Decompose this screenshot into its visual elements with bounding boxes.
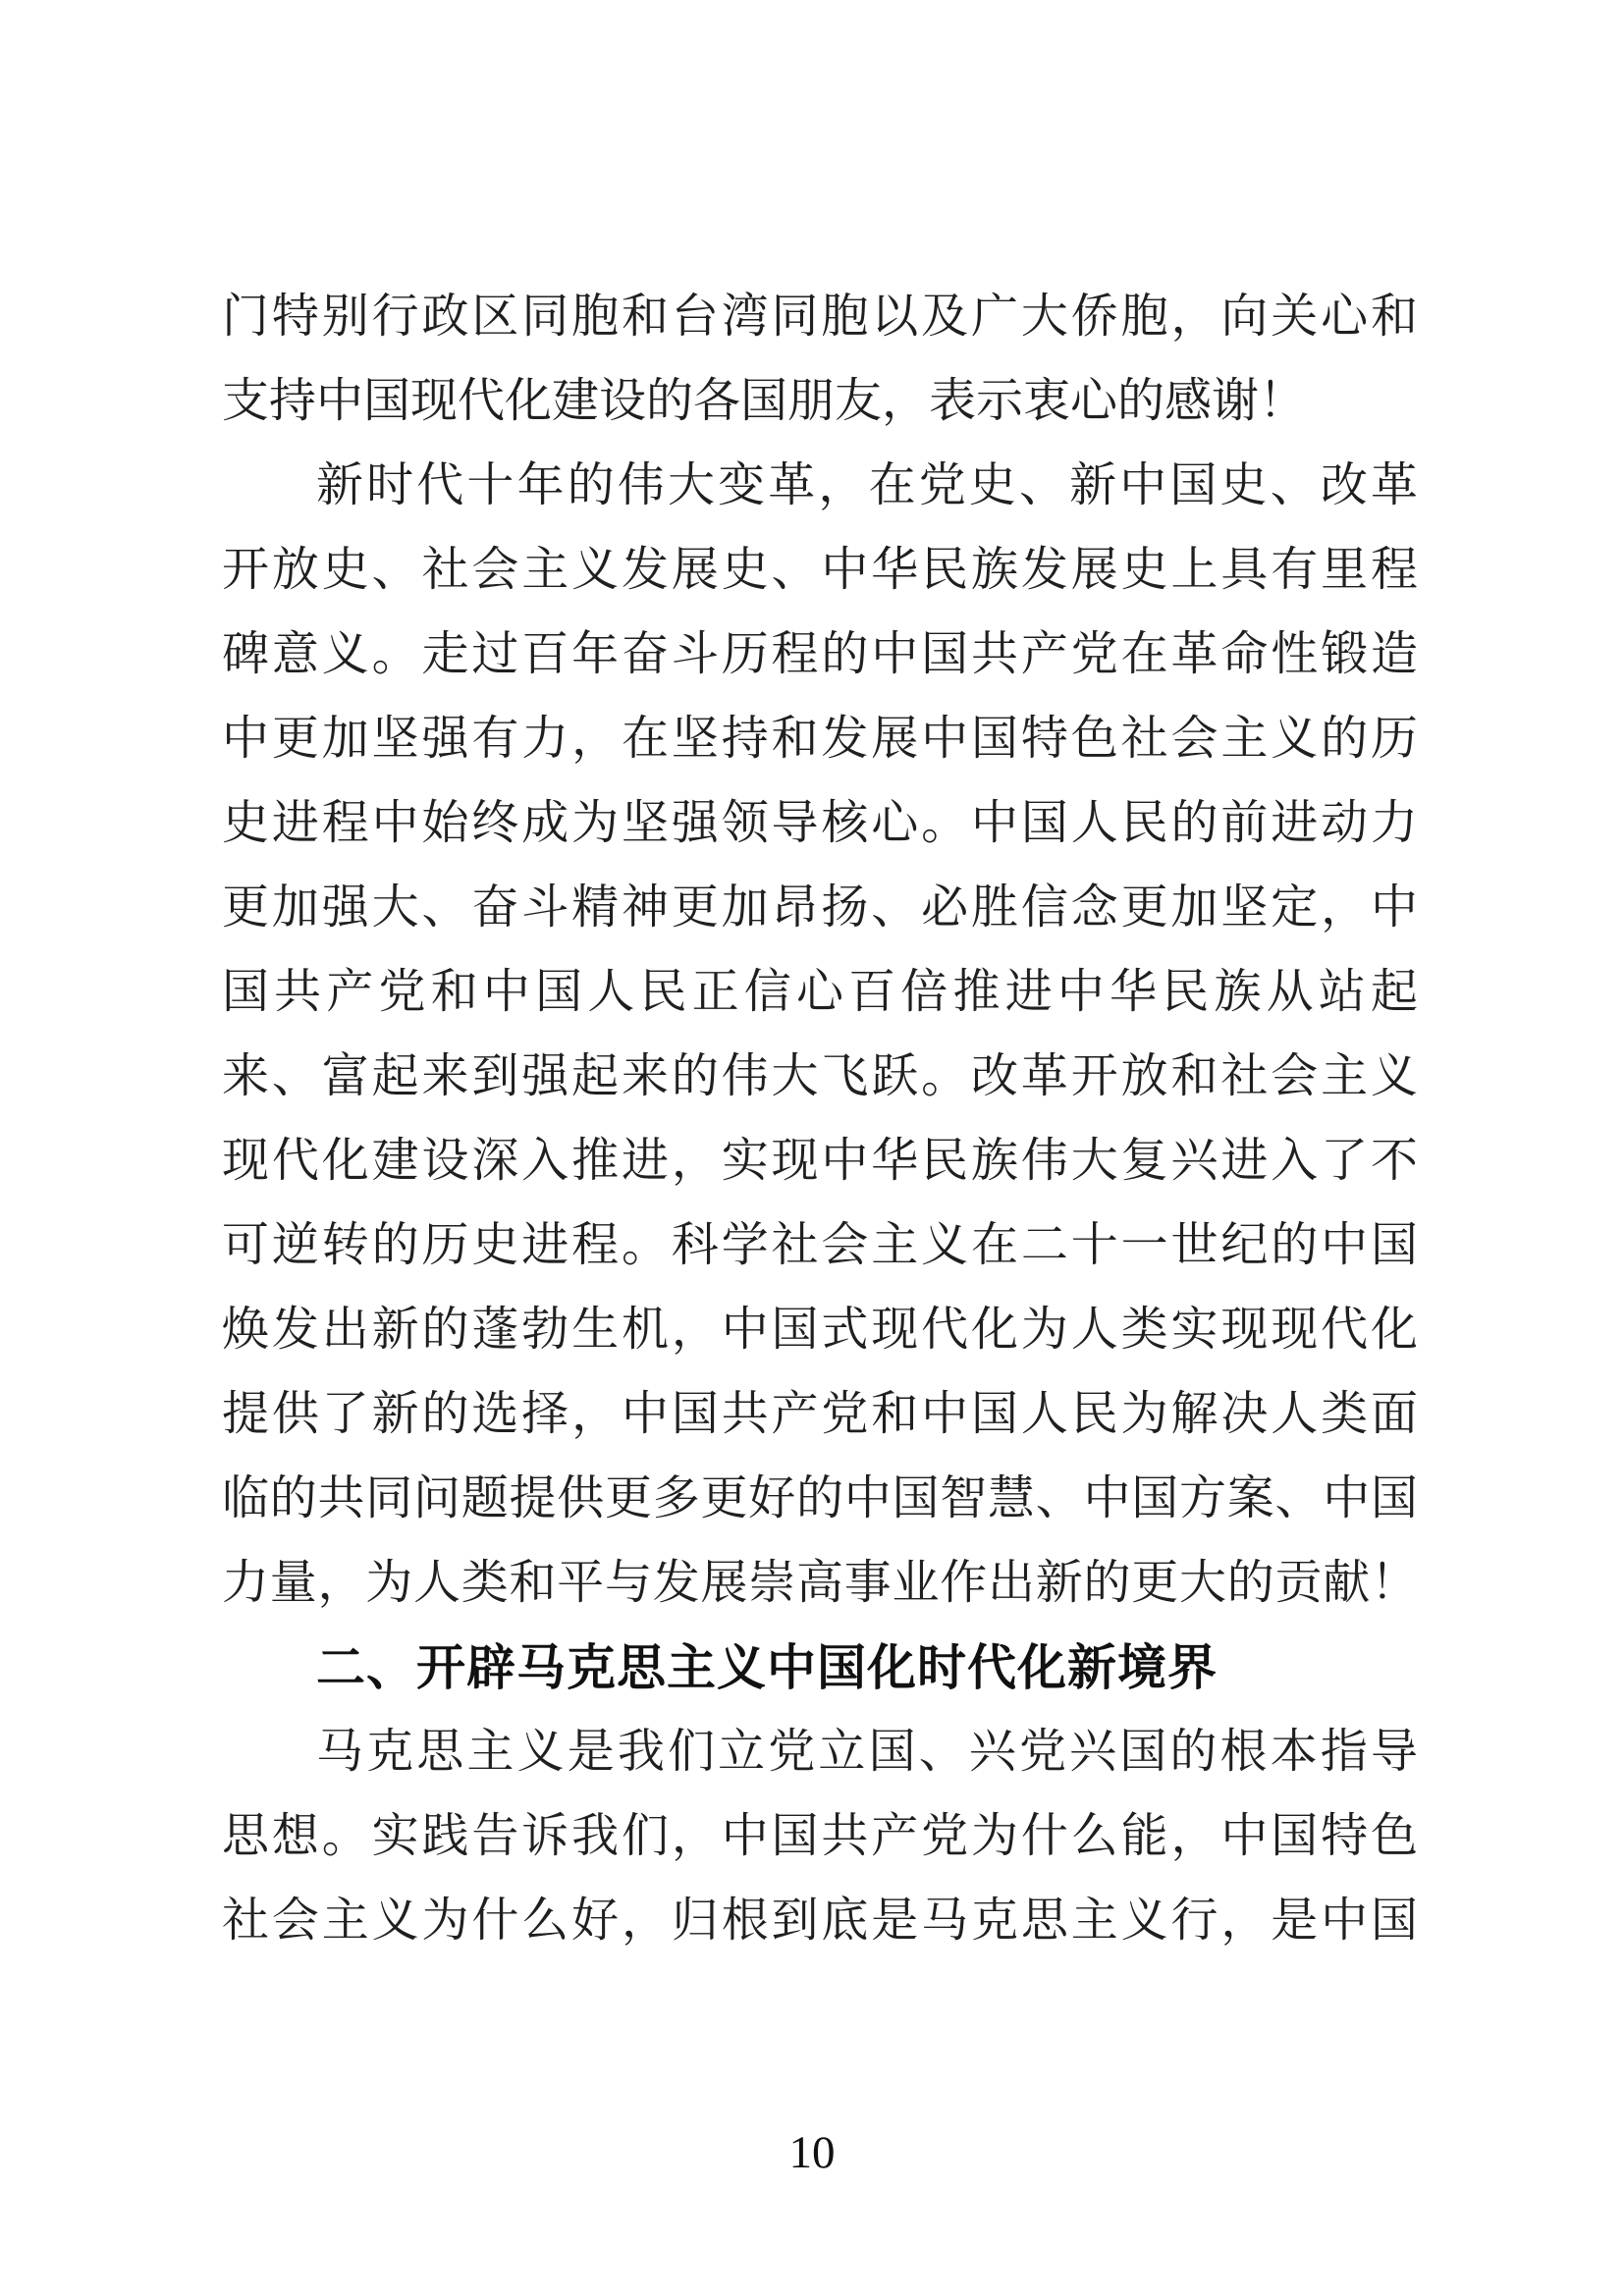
text-line: 更加强大、奋斗精神更加昂扬、必胜信念更加坚定，中 [222, 881, 1418, 934]
text-line: 新时代十年的伟大变革，在党史、新中国史、改革 [316, 459, 1418, 511]
text-line: 力量，为人类和平与发展崇高事业作出新的更大的贡献！ [222, 1557, 1418, 1609]
text-line: 开放史、社会主义发展史、中华民族发展史上具有里程 [222, 544, 1418, 596]
text-line: 国共产党和中国人民正信心百倍推进中华民族从站起 [222, 966, 1418, 1018]
text-line: 临的共同问题提供更多更好的中国智慧、中国方案、中国 [222, 1472, 1418, 1524]
text-line: 门特别行政区同胞和台湾同胞以及广大侨胞，向关心和 [222, 291, 1418, 343]
text-line: 可逆转的历史进程。科学社会主义在二十一世纪的中国 [222, 1219, 1418, 1271]
text-line: 支持中国现代化建设的各国朋友，表示衷心的感谢！ [222, 375, 1307, 427]
text-line: 社会主义为什么好，归根到底是马克思主义行，是中国 [222, 1895, 1418, 1947]
text-line: 现代化建设深入推进，实现中华民族伟大复兴进入了不 [222, 1135, 1418, 1187]
text-line: 碑意义。走过百年奋斗历程的中国共产党在革命性锻造 [222, 628, 1418, 680]
text-line: 史进程中始终成为坚强领导核心。中国人民的前进动力 [222, 797, 1418, 849]
text-line: 来、富起来到强起来的伟大飞跃。改革开放和社会主义 [222, 1050, 1418, 1102]
text-line: 马克思主义是我们立党立国、兴党兴国的根本指导 [316, 1726, 1418, 1778]
text-line: 提供了新的选择，中国共产党和中国人民为解决人类面 [222, 1388, 1418, 1440]
document-body [222, 275, 1418, 1963]
text-line: 中更加坚强有力，在坚持和发展中国特色社会主义的历 [222, 713, 1418, 765]
text-line: 思想。实践告诉我们，中国共产党为什么能，中国特色 [222, 1810, 1418, 1862]
text-line: 焕发出新的蓬勃生机，中国式现代化为人类实现现代化 [222, 1304, 1418, 1356]
section-heading: 二、开辟马克思主义中国化时代化新境界 [316, 1640, 1218, 1695]
page-number: 10 [788, 2127, 836, 2178]
